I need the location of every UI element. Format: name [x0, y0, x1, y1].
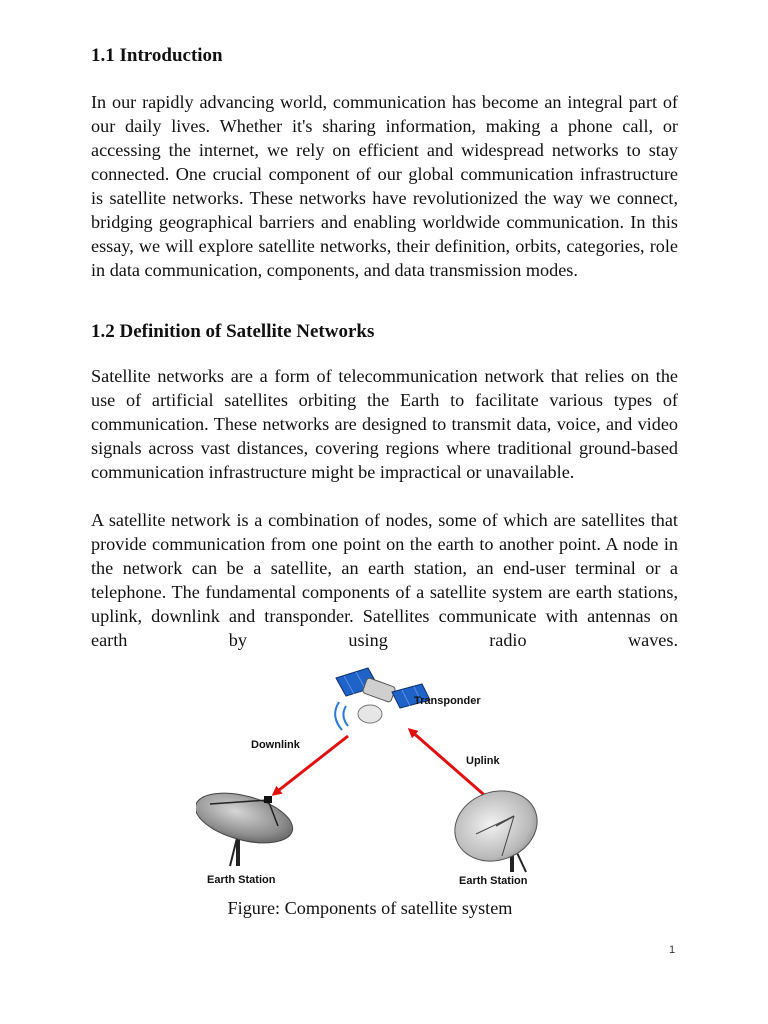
- earth-station-right-icon: [445, 780, 546, 873]
- uplink-label: Uplink: [466, 755, 500, 767]
- figure-caption: [0, 898, 768, 919]
- section-heading-definition: 1.2 Definition of Satellite Networks: [91, 321, 375, 342]
- downlink-label: Downlink: [251, 739, 300, 751]
- definition-paragraph-1: Satellite networks are a form of telecommunication network that relies on the use of artificial satellites orbiting the Earth to facilitate various types of communication. These networks are designed to transmit data, voice, and video signals across vast distances, covering regions where traditional ground-based communication infrastructure might be impractical or unavailable.: [91, 366, 678, 482]
- satellite-diagram: [196, 666, 546, 896]
- figure-caption-text: Figure: Components of satellite system: [227, 898, 513, 918]
- earth-station-left-label: Earth Station: [207, 874, 276, 886]
- introduction-paragraph: In our rapidly advancing world, communication has become an integral part of our daily lives. Whether it's sharing information, making a phone call, or accessing the internet, we rely on efficient and widespread networks to stay connected. One crucial component of our global communication infrastructure is satellite networks. These networks have revolutionized the way we connect, bridging geographical barriers and enabling worldwide communication. In this essay, we will explore satellite networks, their definition, orbits, categories, role in data communication, components, and data transmission modes.: [91, 92, 678, 280]
- earth-station-right-label: Earth Station: [459, 875, 528, 887]
- page-number: 1: [669, 944, 676, 956]
- section-heading-introduction: 1.1 Introduction: [91, 45, 223, 66]
- definition-paragraph-2: A satellite network is a combination of nodes, some of which are satellites that provide communication from one point on the earth to another point. A node in the network can be a satellite, an earth station, an end-user terminal or a telephone. The fundamental components of a satellite system are earth stations, uplink, downlink and transponder. Satellites communicate with antennas on earth by using radio waves.: [91, 510, 678, 650]
- earth-station-left-icon: [196, 784, 298, 866]
- satellite-system-figure: [196, 666, 546, 896]
- transponder-label: Transponder: [414, 695, 481, 707]
